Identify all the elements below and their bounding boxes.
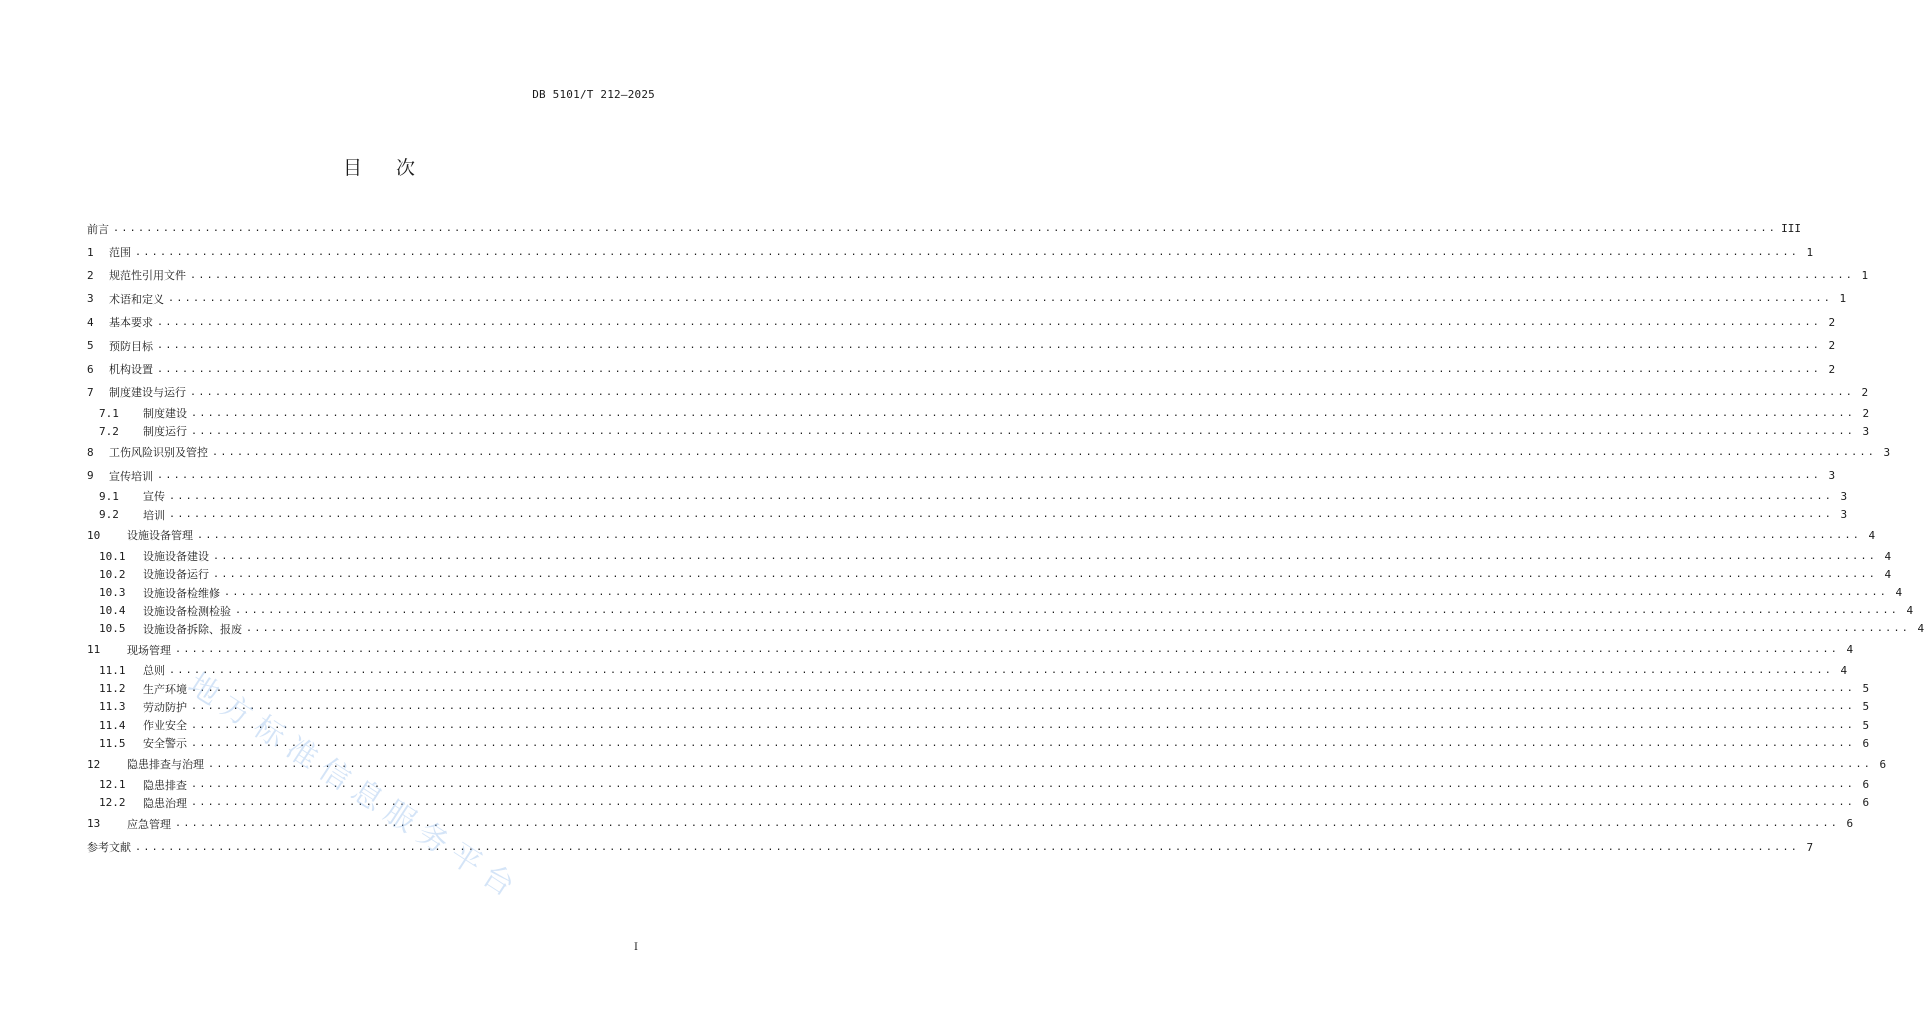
toc-entry[interactable] bbox=[87, 487, 1848, 505]
toc-entry-number: 11.1 bbox=[99, 663, 126, 677]
toc-entry-page: 6 bbox=[1846, 817, 1854, 831]
toc-entry-number: 10.4 bbox=[99, 604, 126, 618]
toc-dot-leader: ........................................................................................................................................................................................................ bbox=[168, 293, 1833, 305]
toc-entry[interactable] bbox=[87, 794, 1870, 812]
toc-entry[interactable] bbox=[87, 547, 1892, 565]
toc-entry[interactable] bbox=[87, 334, 1836, 357]
toc-entry-label: 应急管理 bbox=[127, 817, 171, 831]
toc-entry-label: 制度建设与运行 bbox=[109, 386, 186, 400]
toc-entry-label: 工伤风险识别及管控 bbox=[109, 446, 208, 460]
toc-entry-label: 设施设备检维修 bbox=[143, 586, 220, 600]
toc-entry-page: 4 bbox=[1846, 643, 1854, 657]
toc-dot-leader: ........................................................................................................................................................................................................ bbox=[190, 269, 1855, 281]
toc-entry-number: 6 bbox=[87, 362, 94, 376]
toc-entry-page: 1 bbox=[1861, 268, 1869, 282]
toc-entry[interactable] bbox=[87, 357, 1836, 380]
toc-entry-page: 3 bbox=[1862, 424, 1870, 438]
table-of-contents bbox=[87, 217, 1924, 859]
toc-dot-leader: ........................................................................................................................................................................................................ bbox=[191, 779, 1856, 791]
toc-entry-label: 制度建设 bbox=[143, 407, 187, 421]
toc-entry-label: 隐患排查与治理 bbox=[127, 758, 204, 771]
toc-entry-number: 2 bbox=[87, 268, 94, 282]
toc-entry[interactable] bbox=[87, 734, 1870, 752]
document-code: DB 5101/T 212—2025 bbox=[532, 88, 655, 101]
toc-entry[interactable] bbox=[87, 716, 1870, 734]
toc-dot-leader: ........................................................................................................................................................................................................ bbox=[213, 550, 1878, 562]
toc-dot-leader: ........................................................................................................................................................................................................ bbox=[213, 568, 1878, 580]
toc-entry-label: 设施设备拆除、报废 bbox=[143, 622, 242, 636]
toc-entry-number: 11.4 bbox=[99, 718, 126, 732]
toc-entry-page: 4 bbox=[1884, 549, 1892, 563]
toc-dot-leader: ........................................................................................................................................................................................................ bbox=[191, 683, 1856, 695]
toc-entry-page: 5 bbox=[1862, 682, 1870, 696]
toc-entry[interactable] bbox=[87, 311, 1836, 334]
toc-entry-label: 制度运行 bbox=[143, 425, 187, 439]
toc-entry-number: 11 bbox=[87, 643, 101, 657]
toc-entry-page: 4 bbox=[1840, 663, 1848, 677]
toc-entry[interactable] bbox=[87, 404, 1870, 422]
toc-entry-label: 机构设置 bbox=[109, 363, 153, 377]
toc-dot-leader: ........................................................................................................................................................................................................ bbox=[135, 246, 1800, 258]
toc-entry-number: 8 bbox=[87, 445, 94, 459]
toc-entry-page: 4 bbox=[1906, 604, 1914, 618]
toc-entry-page: 1 bbox=[1806, 245, 1814, 259]
toc-entry-page: 2 bbox=[1828, 362, 1836, 376]
toc-entry[interactable] bbox=[87, 524, 1876, 547]
toc-entry-number: 5 bbox=[87, 339, 94, 353]
toc-entry-number: 12.2 bbox=[99, 796, 126, 810]
toc-dot-leader: ........................................................................................................................................................................................................ bbox=[191, 737, 1856, 749]
toc-entry-number: 13 bbox=[87, 817, 101, 831]
toc-entry[interactable] bbox=[87, 287, 1847, 310]
toc-entry-page: 2 bbox=[1861, 385, 1869, 399]
toc-entry-number: 4 bbox=[87, 315, 94, 329]
toc-entry-number: 12 bbox=[87, 757, 101, 771]
toc-dot-leader: ........................................................................................................................................................................................................ bbox=[169, 509, 1834, 521]
toc-entry-number: 12.1 bbox=[99, 778, 126, 792]
page-number: I bbox=[634, 942, 638, 953]
toc-dot-leader: ........................................................................................................................................................................................................ bbox=[135, 841, 1800, 853]
toc-entry-page: 7 bbox=[1806, 840, 1814, 854]
toc-entry-page: 1 bbox=[1839, 292, 1847, 306]
toc-entry-page: 3 bbox=[1840, 489, 1848, 503]
toc-entry-page: 4 bbox=[1917, 622, 1924, 636]
toc-entry-page: 2 bbox=[1828, 339, 1836, 353]
toc-entry[interactable] bbox=[87, 422, 1870, 440]
toc-entry-number: 10 bbox=[87, 528, 101, 542]
toc-entry-label: 设施设备建设 bbox=[143, 550, 209, 564]
watermark: 地方标准信息服务平台 bbox=[181, 666, 528, 909]
toc-entry-label: 生产环境 bbox=[143, 682, 187, 696]
toc-dot-leader: ........................................................................................................................................................................................................ bbox=[191, 797, 1856, 809]
toc-entry[interactable] bbox=[87, 217, 1801, 240]
toc-entry-label: 范围 bbox=[109, 246, 131, 260]
toc-entry[interactable] bbox=[87, 638, 1854, 661]
toc-entry[interactable] bbox=[87, 661, 1848, 679]
toc-entry-page: 6 bbox=[1862, 736, 1870, 750]
toc-entry-number: 9.1 bbox=[99, 489, 119, 503]
toc-entry-label: 作业安全 bbox=[143, 719, 187, 733]
toc-entry-label: 规范性引用文件 bbox=[109, 269, 186, 283]
toc-entry-label: 参考文献 bbox=[87, 841, 131, 855]
toc-entry-number: 11.2 bbox=[99, 682, 126, 696]
toc-entry[interactable] bbox=[87, 602, 1914, 620]
toc-dot-leader: ........................................................................................................................................................................................................ bbox=[191, 407, 1856, 419]
toc-dot-leader: ........................................................................................................................................................................................................ bbox=[191, 701, 1856, 713]
toc-entry[interactable] bbox=[87, 441, 1891, 464]
toc-entry[interactable] bbox=[87, 752, 1887, 775]
toc-dot-leader: ........................................................................................................................................................................................................ bbox=[246, 623, 1911, 635]
toc-entry[interactable] bbox=[87, 776, 1870, 794]
toc-entry-page: 2 bbox=[1828, 315, 1836, 329]
toc-dot-leader: ........................................................................................................................................................................................................ bbox=[197, 529, 1862, 541]
toc-entry[interactable] bbox=[87, 680, 1870, 698]
toc-entry[interactable] bbox=[87, 565, 1892, 583]
toc-entry-number: 10.2 bbox=[99, 567, 126, 581]
toc-entry[interactable] bbox=[87, 620, 1924, 638]
toc-dot-leader: ........................................................................................................................................................................................................ bbox=[157, 363, 1822, 375]
toc-entry-page: 4 bbox=[1868, 528, 1876, 542]
toc-entry-label: 宣传 bbox=[143, 490, 165, 504]
toc-entry[interactable] bbox=[87, 835, 1814, 858]
toc-entry-page: 2 bbox=[1862, 406, 1870, 420]
toc-entry-page: 6 bbox=[1862, 778, 1870, 792]
toc-entry-number: 7.1 bbox=[99, 406, 119, 420]
toc-entry-number: 10.5 bbox=[99, 622, 126, 636]
toc-entry-page: III bbox=[1781, 222, 1801, 236]
toc-entry[interactable] bbox=[87, 381, 1869, 404]
toc-entry[interactable] bbox=[87, 812, 1854, 835]
toc-entry-label: 现场管理 bbox=[127, 643, 171, 657]
toc-entry-page: 5 bbox=[1862, 718, 1870, 732]
toc-entry-number: 10.3 bbox=[99, 586, 126, 600]
toc-entry[interactable] bbox=[87, 505, 1848, 523]
toc-dot-leader: ........................................................................................................................................................................................................ bbox=[157, 340, 1822, 352]
toc-dot-leader: ........................................................................................................................................................................................................ bbox=[208, 758, 1873, 770]
toc-entry-page: 3 bbox=[1883, 445, 1891, 459]
toc-dot-leader: ........................................................................................................................................................................................................ bbox=[169, 490, 1834, 502]
toc-entry-label: 隐患排查 bbox=[143, 778, 187, 792]
toc-entry-label: 安全警示 bbox=[143, 737, 187, 751]
toc-entry-page: 4 bbox=[1895, 586, 1903, 600]
toc-dot-leader: ........................................................................................................................................................................................................ bbox=[113, 223, 1778, 235]
page-title: 目次 bbox=[342, 157, 449, 179]
toc-dot-leader: ........................................................................................................................................................................................................ bbox=[157, 470, 1822, 482]
toc-entry-label: 设施设备检测检验 bbox=[143, 604, 231, 618]
toc-entry-label: 术语和定义 bbox=[109, 292, 164, 306]
toc-entry-page: 6 bbox=[1862, 796, 1870, 810]
toc-dot-leader: ........................................................................................................................................................................................................ bbox=[191, 719, 1856, 731]
toc-entry-page: 3 bbox=[1828, 469, 1836, 483]
toc-entry-label: 宣传培训 bbox=[109, 469, 153, 483]
toc-entry-number: 3 bbox=[87, 292, 94, 306]
toc-entry-page: 4 bbox=[1884, 567, 1892, 581]
toc-entry[interactable] bbox=[87, 698, 1870, 716]
toc-entry[interactable] bbox=[87, 240, 1814, 263]
toc-entry[interactable] bbox=[87, 464, 1836, 487]
toc-entry-number: 10.1 bbox=[99, 549, 126, 563]
toc-entry-page: 6 bbox=[1879, 757, 1887, 771]
toc-entry-number: 7.2 bbox=[99, 424, 119, 438]
toc-entry-number: 11.3 bbox=[99, 700, 126, 714]
toc-dot-leader: ........................................................................................................................................................................................................ bbox=[191, 425, 1856, 437]
toc-entry[interactable] bbox=[87, 583, 1903, 601]
toc-entry-label: 劳动防护 bbox=[143, 700, 187, 714]
toc-entry-label: 前言 bbox=[87, 222, 109, 236]
toc-entry-number: 7 bbox=[87, 385, 94, 399]
toc-entry-number: 9 bbox=[87, 469, 94, 483]
toc-dot-leader: ........................................................................................................................................................................................................ bbox=[190, 386, 1855, 398]
toc-entry[interactable] bbox=[87, 264, 1869, 287]
toc-entry-number: 9.2 bbox=[99, 508, 119, 522]
toc-entry-label: 设施设备管理 bbox=[127, 529, 193, 543]
toc-entry-number: 11.5 bbox=[99, 736, 126, 750]
toc-dot-leader: ........................................................................................................................................................................................................ bbox=[224, 587, 1889, 599]
toc-entry-label: 隐患治理 bbox=[143, 796, 187, 810]
toc-entry-label: 培训 bbox=[143, 508, 165, 522]
toc-entry-page: 3 bbox=[1840, 508, 1848, 522]
toc-entry-label: 设施设备运行 bbox=[143, 568, 209, 582]
toc-entry-label: 总则 bbox=[143, 664, 165, 678]
toc-entry-page: 5 bbox=[1862, 700, 1870, 714]
toc-dot-leader: ........................................................................................................................................................................................................ bbox=[235, 605, 1900, 617]
toc-entry-number: 1 bbox=[87, 245, 94, 259]
toc-entry-label: 预防目标 bbox=[109, 339, 153, 353]
toc-entry-label: 基本要求 bbox=[109, 316, 153, 330]
toc-dot-leader: ........................................................................................................................................................................................................ bbox=[169, 664, 1834, 676]
toc-dot-leader: ........................................................................................................................................................................................................ bbox=[212, 446, 1877, 458]
toc-dot-leader: ........................................................................................................................................................................................................ bbox=[157, 316, 1822, 328]
toc-dot-leader: ........................................................................................................................................................................................................ bbox=[175, 818, 1840, 830]
toc-dot-leader: ........................................................................................................................................................................................................ bbox=[175, 644, 1840, 656]
